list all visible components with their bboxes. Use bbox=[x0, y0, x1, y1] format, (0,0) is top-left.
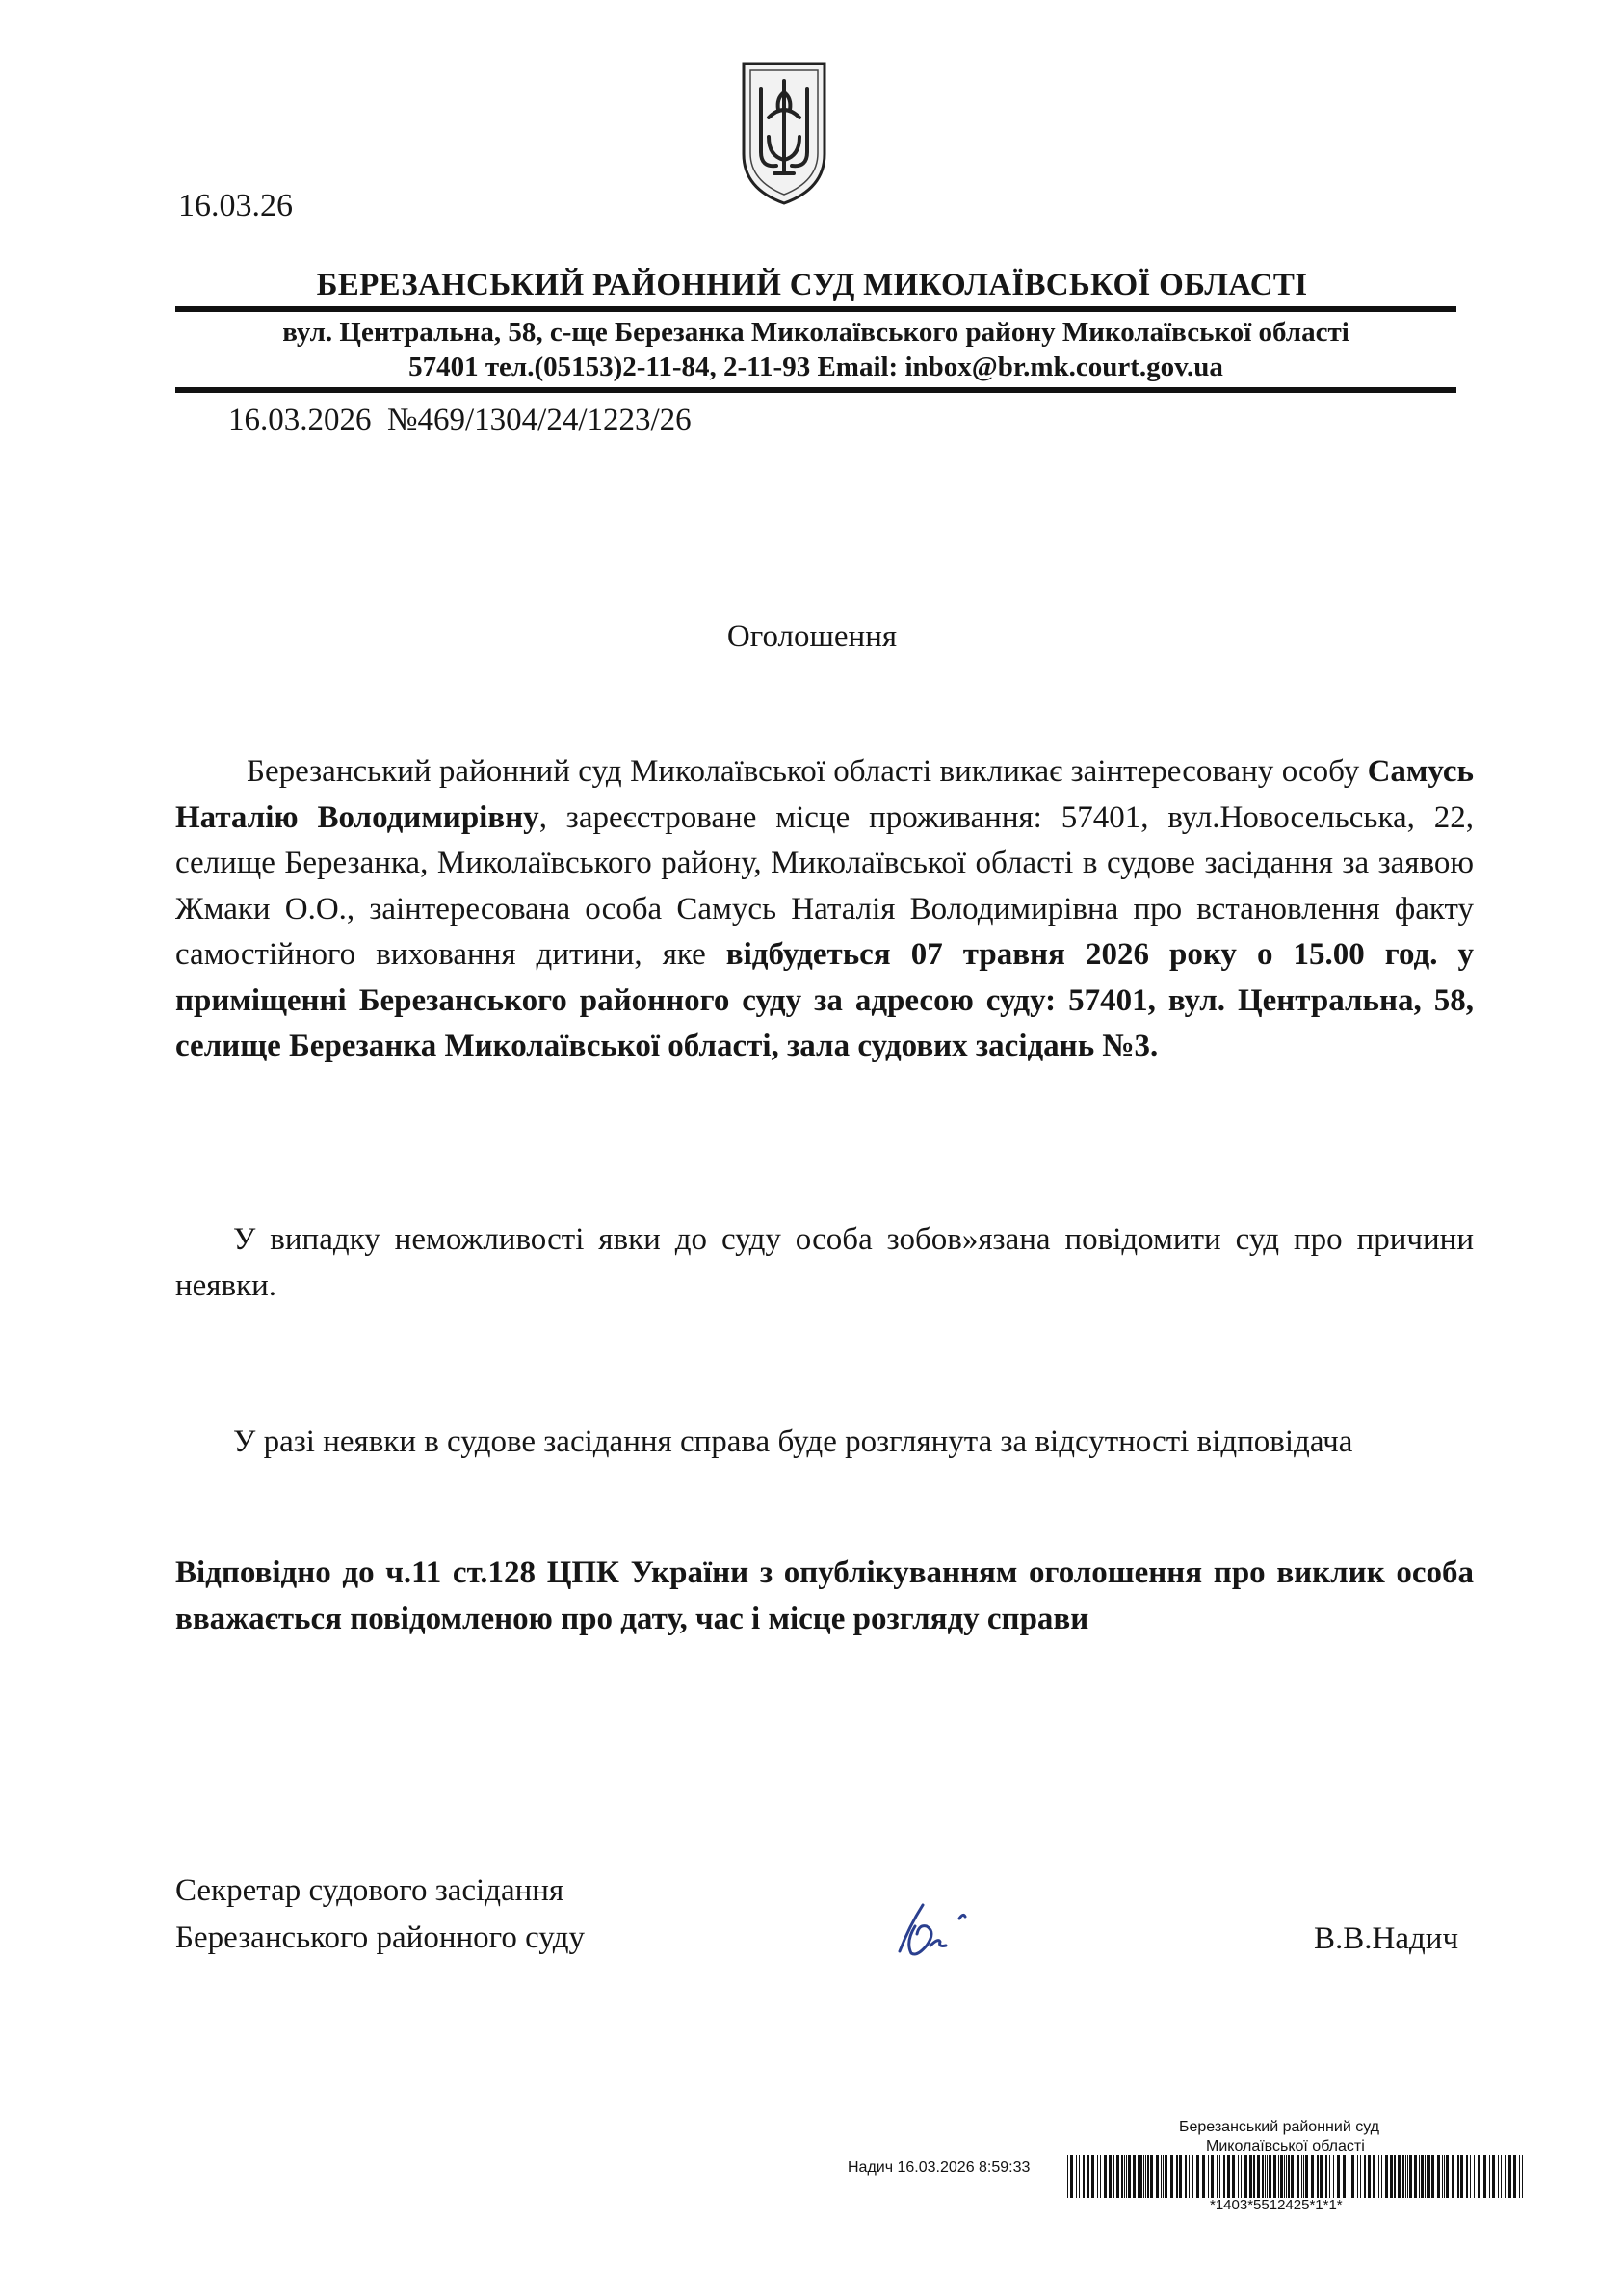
legal-notice-paragraph: Відповідно до ч.11 ст.128 ЦПК України з опублікуванням оголошення про виклик особа вважається повідомленою про дату, час і місце розгляду справи bbox=[175, 1555, 1474, 1636]
header-divider-bottom bbox=[175, 387, 1456, 393]
registration-stamp-user-datetime: Надич 16.03.2026 8:59:33 bbox=[848, 2159, 1031, 2176]
summons-text-1: Березанський районний суд Миколаївської області викликає заінтересовану особу bbox=[247, 754, 1368, 789]
summons-paragraph bbox=[175, 749, 1474, 1070]
document-title: Оголошення bbox=[726, 619, 898, 654]
signer-name: В.В.Надич bbox=[1314, 1921, 1459, 1956]
default-judgment-paragraph: У разі неявки в судове засідання справа буде розглянута за відсутності відповідача bbox=[233, 1424, 1353, 1459]
outgoing-date: 16.03.2026 bbox=[228, 403, 372, 437]
handwritten-signature bbox=[894, 1897, 981, 1961]
registration-stamp-court: Березанський районний суд bbox=[1179, 2119, 1379, 2135]
summoned-person-name: Самусь Наталію Володимирівну bbox=[175, 754, 1474, 835]
outgoing-number: №469/1304/24/1223/26 bbox=[387, 403, 692, 437]
registration-stamp-region: Миколаївської області bbox=[1206, 2138, 1365, 2154]
barcode-number: *1403*5512425*1*1* bbox=[1210, 2197, 1343, 2213]
hearing-details: відбудеться 07 травня 2026 року о 15.00 год. у приміщенні Березанського районного суду за адресою суду: 57401, вул. Центральна, 58, селище Березанка Миколаївської області, зала судових засідань №3. bbox=[175, 937, 1475, 1063]
absence-paragraph: У випадку неможливості явки до суду особа зобов»язана повідомити суд про причини неявки. bbox=[175, 1222, 1474, 1303]
signer-role-line-2: Березанського районного суду bbox=[175, 1920, 586, 1955]
court-contacts: 57401 тел.(05153)2-11-84, 2-11-93 Email: inbox@br.mk.court.gov.ua bbox=[408, 352, 1223, 382]
document-date: 16.03.26 bbox=[178, 188, 293, 223]
court-name: БЕРЕЗАНСЬКИЙ РАЙОННИЙ СУД МИКОЛАЇВСЬКОЇ ОБЛАСТІ bbox=[316, 268, 1308, 302]
court-address: вул. Центральна, 58, с-ще Березанка Миколаївського району Миколаївської області bbox=[282, 317, 1349, 348]
header-divider-top bbox=[175, 306, 1456, 312]
outgoing-reference bbox=[228, 403, 692, 438]
summons-text-2: , зареєстроване місце проживання: 57401, вул.Новосельська, 22, селище Березанка, Миколаївського району, Миколаївської області в судове засідання за заявою Жмаки О.О., заінтересована особа Самусь Наталія Володимирівна про встановлення факту самостійного виховання дитини, яке bbox=[175, 799, 1475, 972]
barcode bbox=[1067, 2155, 1528, 2198]
signer-role-line-1: Секретар судового засідання bbox=[175, 1873, 564, 1908]
coat-of-arms-emblem bbox=[740, 60, 828, 206]
